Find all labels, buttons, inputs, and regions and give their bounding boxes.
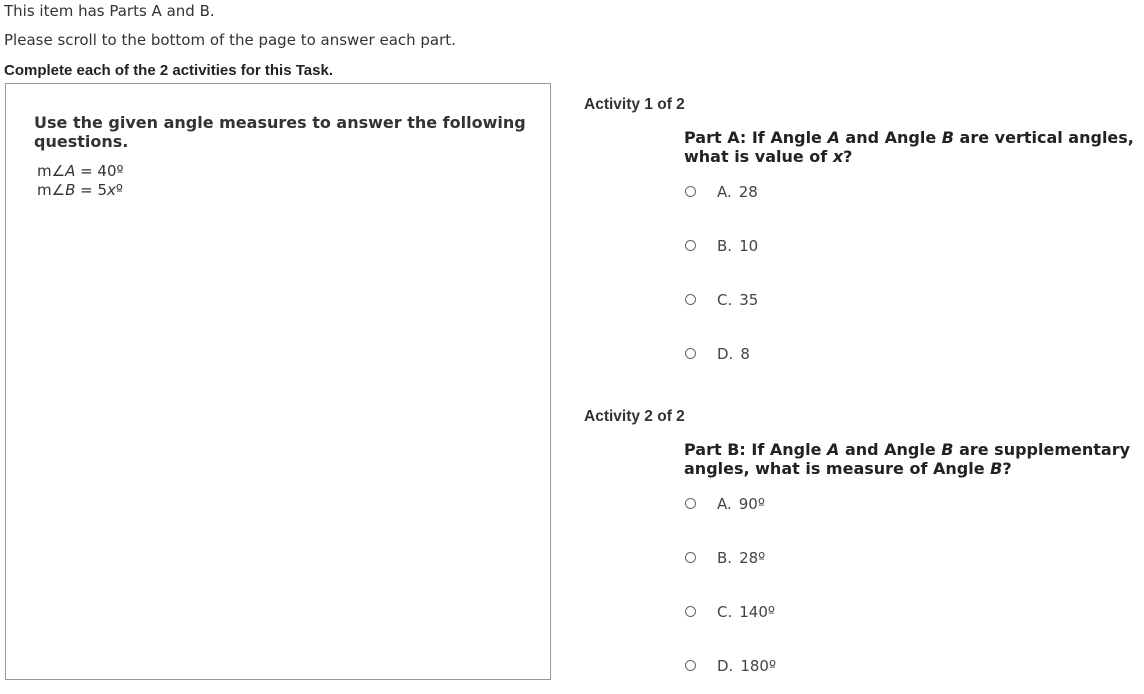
radio-button[interactable] bbox=[685, 348, 696, 359]
option-label[interactable]: A. 90º bbox=[717, 495, 765, 513]
radio-button[interactable] bbox=[685, 186, 696, 197]
task-instructions: Complete each of the 2 activities for this Task. bbox=[4, 62, 333, 79]
option-label[interactable]: D. 8 bbox=[717, 345, 750, 363]
intro-scroll-text: Please scroll to the bottom of the page to answer each part. bbox=[4, 31, 456, 49]
measure-angle-b: m∠B = 5xº bbox=[37, 181, 123, 199]
activity-2-heading: Activity 2 of 2 bbox=[584, 408, 685, 425]
radio-button[interactable] bbox=[685, 294, 696, 305]
radio-button[interactable] bbox=[685, 606, 696, 617]
part-b-question: Part B: If Angle A and Angle B are supplementary angles, what is measure of Angle B? bbox=[684, 440, 1131, 478]
activity-1-heading: Activity 1 of 2 bbox=[584, 96, 685, 113]
option-label[interactable]: C. 35 bbox=[717, 291, 759, 309]
radio-button[interactable] bbox=[685, 552, 696, 563]
option-label[interactable]: A. 28 bbox=[717, 183, 758, 201]
stimulus-question: Use the given angle measures to answer the following questions. bbox=[34, 113, 526, 151]
option-label[interactable]: C. 140º bbox=[717, 603, 775, 621]
option-label[interactable]: B. 10 bbox=[717, 237, 759, 255]
radio-button[interactable] bbox=[685, 240, 696, 251]
option-label[interactable]: B. 28º bbox=[717, 549, 766, 567]
radio-button[interactable] bbox=[685, 660, 696, 671]
option-label[interactable]: D. 180º bbox=[717, 657, 777, 675]
radio-button[interactable] bbox=[685, 498, 696, 509]
part-a-question: Part A: If Angle A and Angle B are vertical angles, what is value of x? bbox=[684, 128, 1134, 166]
stimulus-panel bbox=[5, 83, 551, 680]
intro-parts-text: This item has Parts A and B. bbox=[4, 2, 215, 20]
measure-angle-a: m∠A = 40º bbox=[37, 162, 124, 180]
